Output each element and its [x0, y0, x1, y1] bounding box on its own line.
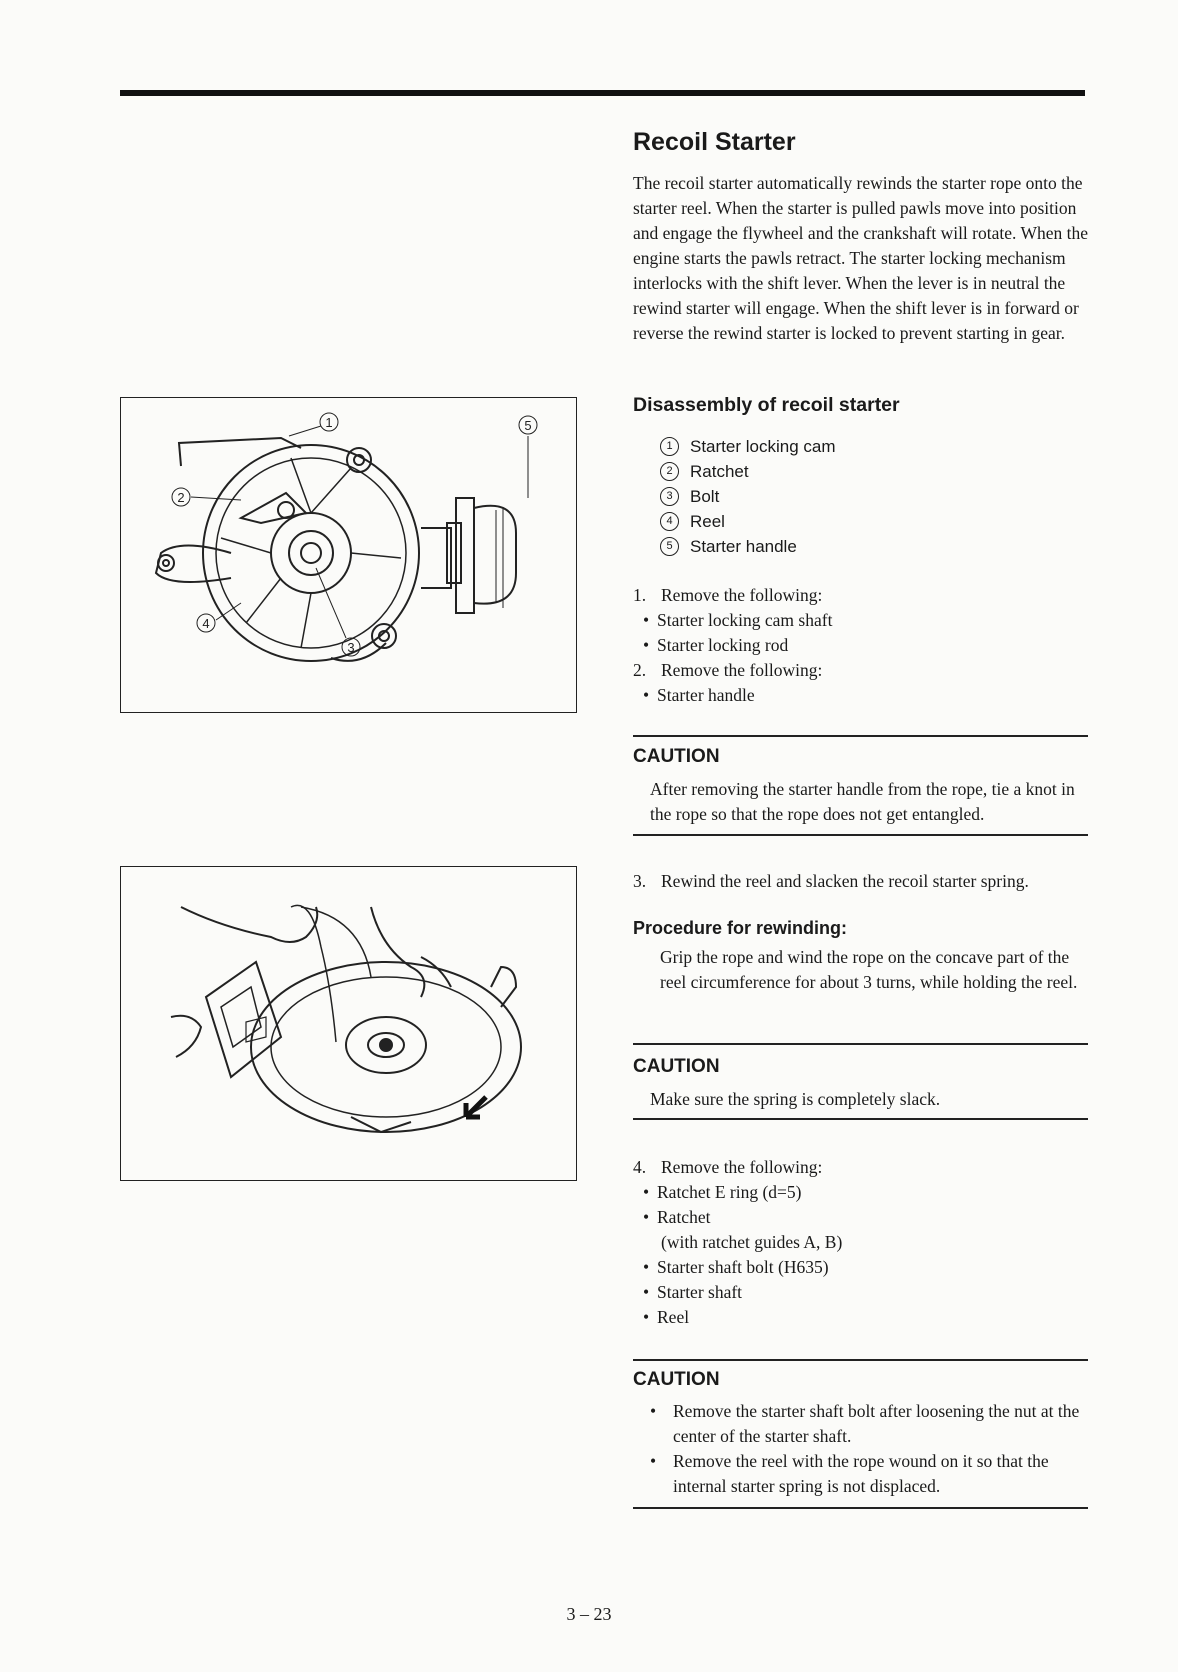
- list-item: • Reel: [643, 1307, 690, 1327]
- svg-text:2: 2: [177, 490, 185, 505]
- intro-paragraph: The recoil starter automatically rewinds the starter rope onto the starter reel. When the starter is pulled pawls move into position and engage the flywheel and the crankshaft will rotate. When the engine starts the pawls retract. The starter locking mechanism interlocks with the shift lever. When the lever is in neutral the rewind starter will engage. When the shift lever is in forward or reverse the rewind starter is locked to prevent starting in gear.: [633, 173, 1088, 343]
- svg-text:3: 3: [347, 640, 355, 655]
- figure-rewinding: [120, 866, 577, 1181]
- list-item: • Remove the reel with the rope wound on it so that the internal starter spring is not displaced.: [650, 1451, 1049, 1496]
- list-item: • Starter shaft: [643, 1282, 743, 1302]
- figure-disassembly: [120, 397, 577, 713]
- caution3-list: [650, 1399, 1085, 1499]
- callout-1: [289, 413, 338, 436]
- caution1-top-rule: [633, 735, 1088, 737]
- step-2: 2. Remove the following:: [633, 660, 823, 680]
- caution3-top-rule: [633, 1359, 1088, 1361]
- step-4-list: [633, 1155, 842, 1330]
- svg-text:5: 5: [524, 418, 532, 433]
- caution3-bottom-rule: [633, 1507, 1088, 1509]
- steps-1-2: [633, 583, 832, 708]
- list-item: • Ratchet E ring (d=5): [643, 1182, 802, 1202]
- caution1-title: CAUTION: [633, 746, 720, 767]
- caution2-title: CAUTION: [633, 1056, 720, 1077]
- caution2-top-rule: [633, 1043, 1088, 1045]
- part-item-4: 4 Reel: [660, 509, 836, 534]
- caution1-text: After removing the starter handle from the rope, tie a knot in the rope so that the rope does not get entangled.: [650, 779, 1075, 824]
- step-4: 4. Remove the following:: [633, 1157, 823, 1177]
- procedure-text: Grip the rope and wind the rope on the concave part of the reel circumference for about 3 turns, while holding the reel.: [660, 947, 1078, 992]
- callout-4: [197, 603, 241, 632]
- part-item-1: 1 Starter locking cam: [660, 434, 836, 459]
- list-item: • Starter locking rod: [643, 635, 789, 655]
- svg-text:1: 1: [325, 415, 333, 430]
- list-item: • Remove the starter shaft bolt after loosening the nut at the center of the starter shaft.: [650, 1401, 1080, 1446]
- step-3: 3. Rewind the reel and slacken the recoil starter spring.: [633, 871, 1029, 891]
- list-item: • Starter locking cam shaft: [643, 610, 833, 630]
- list-item: • Ratchet: [643, 1207, 711, 1227]
- page-number: 3 – 23: [566, 1604, 612, 1624]
- part-item-2: 2 Ratchet: [660, 459, 836, 484]
- step-3-list: [633, 869, 1029, 894]
- caution3-title: CAUTION: [633, 1369, 720, 1390]
- part-item-3: 3 Bolt: [660, 484, 836, 509]
- step-1: 1. Remove the following:: [633, 585, 823, 605]
- part-item-5: 5 Starter handle: [660, 534, 836, 559]
- header-rule: [120, 90, 1085, 96]
- caution1-bottom-rule: [633, 834, 1088, 836]
- svg-text:4: 4: [202, 616, 210, 631]
- page-title: Recoil Starter: [633, 128, 796, 156]
- list-item: • Starter shaft bolt (H635): [643, 1257, 829, 1277]
- disassembly-heading: Disassembly of recoil starter: [633, 394, 900, 416]
- list-item: (with ratchet guides A, B): [661, 1232, 843, 1252]
- list-item: • Starter handle: [643, 685, 755, 705]
- rewinding-illustration: [121, 867, 576, 1180]
- part-list: [660, 434, 836, 559]
- caution2-bottom-rule: [633, 1118, 1088, 1120]
- callout-5: [519, 416, 537, 498]
- caution2-text: Make sure the spring is completely slack.: [650, 1089, 941, 1109]
- recoil-starter-diagram: [121, 398, 576, 712]
- procedure-heading: Procedure for rewinding:: [633, 918, 848, 938]
